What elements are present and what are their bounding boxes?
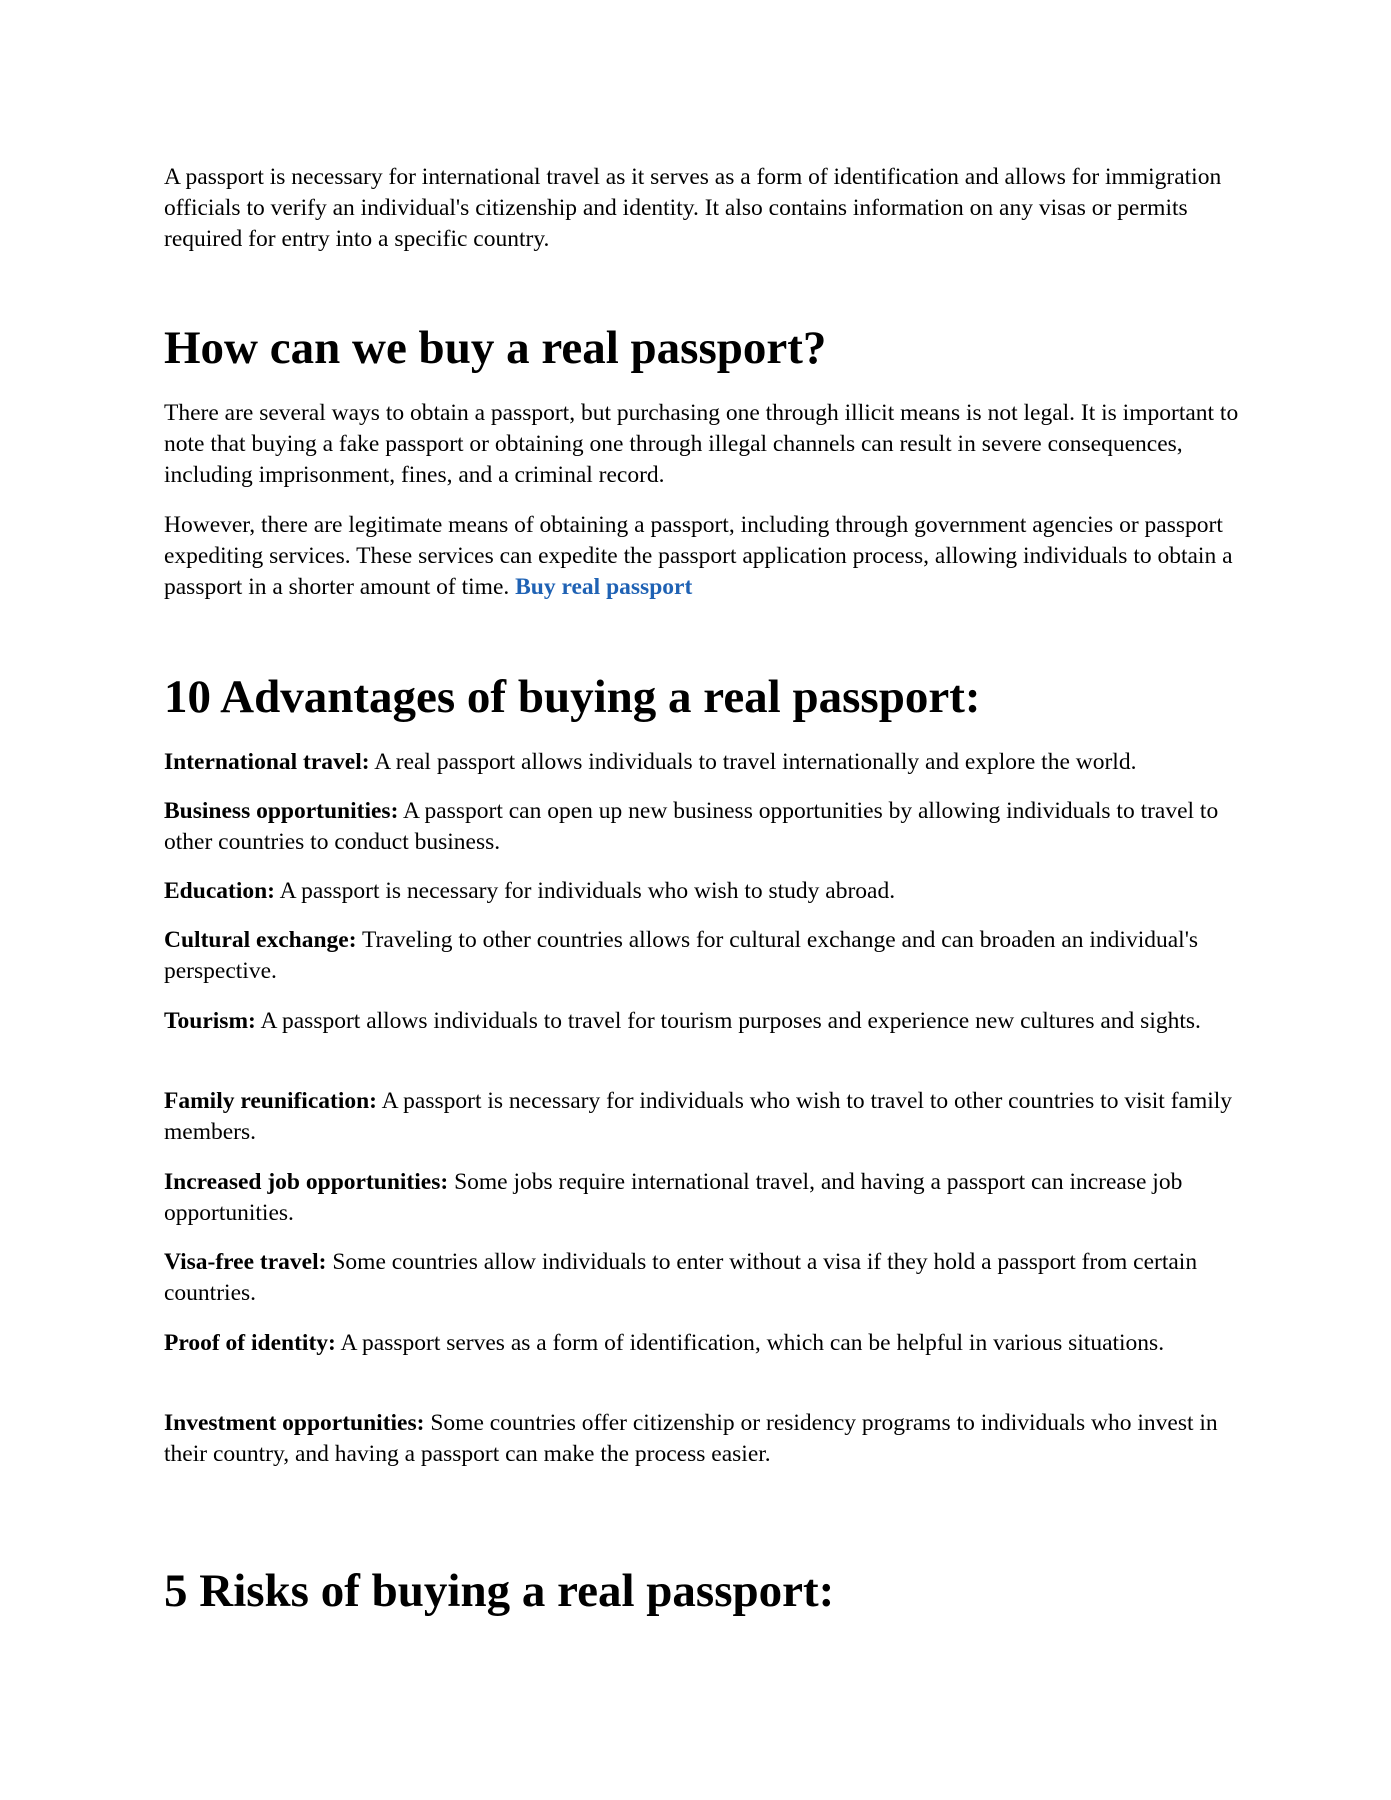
advantage-label: Investment opportunities: <box>164 1410 425 1436</box>
advantage-text: Some jobs require international travel, and having a passport can increase job opportunities. <box>164 1169 1183 1226</box>
advantage-item <box>164 1086 1244 1148</box>
advantage-label: Business opportunities: <box>164 798 399 824</box>
advantage-text: A passport can open up new business opportunities by allowing individuals to travel to other countries to conduct business. <box>164 798 1219 855</box>
advantage-text: Some countries allow individuals to enter without a visa if they hold a passport from certain countries. <box>164 1249 1198 1306</box>
advantage-label: International travel: <box>164 749 370 775</box>
advantage-item <box>164 747 1244 778</box>
advantage-label: Cultural exchange: <box>164 927 357 953</box>
advantage-label: Proof of identity: <box>164 1330 336 1356</box>
heading-risks: 5 Risks of buying a real passport: <box>164 1565 835 1617</box>
advantage-item <box>164 876 1244 907</box>
advantage-item <box>164 1408 1244 1470</box>
advantage-item <box>164 1247 1244 1309</box>
advantage-text: A passport serves as a form of identification, which can be helpful in various situations. <box>340 1330 1165 1356</box>
advantage-item <box>164 1328 1244 1359</box>
how-paragraph-1 <box>164 398 1244 491</box>
advantage-item <box>164 1006 1244 1037</box>
heading-how-to-buy: How can we buy a real passport? <box>164 322 827 374</box>
advantage-text: A passport is necessary for individuals who wish to study abroad. <box>279 878 896 904</box>
advantage-text: Some countries offer citizenship or residency programs to individuals who invest in their country, and having a passport can make the process easier. <box>164 1410 1218 1467</box>
advantage-item <box>164 1167 1244 1229</box>
advantage-label: Increased job opportunities: <box>164 1169 449 1195</box>
advantage-text: A real passport allows individuals to travel internationally and explore the world. <box>374 749 1137 775</box>
how-paragraph-2 <box>164 510 1244 603</box>
advantage-label: Tourism: <box>164 1008 256 1034</box>
advantage-item <box>164 796 1244 858</box>
advantage-text: Traveling to other countries allows for cultural exchange and can broaden an individual's perspective. <box>164 927 1199 984</box>
advantage-text: A passport is necessary for individuals who wish to travel to other countries to visit family members. <box>164 1088 1233 1145</box>
advantage-label: Family reunification: <box>164 1088 378 1114</box>
advantage-text: A passport allows individuals to travel for tourism purposes and experience new cultures and sights. <box>260 1008 1201 1034</box>
advantage-item <box>164 925 1244 987</box>
intro-paragraph <box>164 162 1244 255</box>
buy-real-passport-link[interactable]: Buy real passport <box>515 574 693 600</box>
how-paragraph-2-text: However, there are legitimate means of obtaining a passport, including through government agencies or passport expediting services. These services can expedite the passport application process, allowing individuals to obtain a passport in a shorter amount of time. <box>164 512 1233 600</box>
intro-text: A passport is necessary for international travel as it serves as a form of identification and allows for immigration officials to verify an individual's citizenship and identity. It also contains information on any visas or permits required for entry into a specific country. <box>164 164 1222 252</box>
advantage-label: Education: <box>164 878 275 904</box>
advantage-label: Visa-free travel: <box>164 1249 327 1275</box>
heading-advantages: 10 Advantages of buying a real passport: <box>164 671 981 723</box>
how-paragraph-1-text: There are several ways to obtain a passport, but purchasing one through illicit means is not legal. It is important to note that buying a fake passport or obtaining one through illegal channels can result in severe consequences, including imprisonment, fines, and a criminal record. <box>164 400 1239 488</box>
